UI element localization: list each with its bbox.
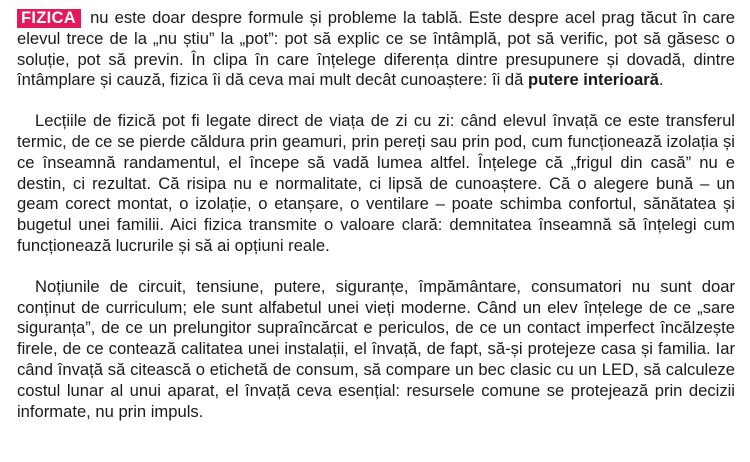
paragraph-intro-text: nu este doar despre formule și probleme la tablă. Este despre acel prag tăcut în care elevul trece de la „nu știu” la „pot”: pot să explic ce se întâmplă, pot să verific, pot să găsesc o soluție, pot să previn. În clipa în care înțelege diferența dintre presupunere și dovadă, dintre întâmplare și cauză, fizica îi dă ceva mai mult decât cunoaștere: îi dă	[17, 8, 735, 90]
subject-badge: FIZICA	[17, 9, 81, 28]
paragraph-intro	[17, 8, 735, 91]
paragraph-daily-life: Lecțiile de fizică pot fi legate direct de viața de zi cu zi: când elevul învață ce este transferul termic, de ce se pierde căldura prin geamuri, prin pereți sau prin pod, cum funcționează izolația și ce înseamnă randamentul, el începe să vadă lumea altfel. Înțelege că „frigul din casă” nu e destin, ci rezultat. Că risipa nu e normalitate, ci lipsă de cunoaștere. Că o alegere bună – un geam corect montat, o izolație, o etanșare, o ventilare – poate schimba confortul, sănătatea și bugetul unei familii. Aici fizica transmite o valoare clară: demnitatea înseamnă să înțelegi cum funcționează lucrurile și să ai opțiuni reale.	[17, 111, 735, 255]
paragraph-circuits: Noțiunile de circuit, tensiune, putere, siguranțe, împământare, consumatori nu sunt doar conținut de curriculum; ele sunt alfabetul unei vieți moderne. Când un elev înțelege de ce „sare siguranța”, de ce un prelungitor supraîncărcat e periculos, de ce un contact imperfect încălzește firele, de ce contează calitatea unei instalații, el învață, de fapt, să-și protejeze casa și familia. Iar când învață să citească o etichetă de consum, să compare un bec clasic cu un LED, să calculeze costul lunar al unui aparat, el învață ceva esențial: resursele comune se protejează prin decizii informate, nu prin impuls.	[17, 276, 735, 421]
emphasis-text: putere interioară	[527, 70, 659, 90]
article-body	[17, 8, 735, 442]
paragraph-intro-end: .	[658, 70, 664, 90]
